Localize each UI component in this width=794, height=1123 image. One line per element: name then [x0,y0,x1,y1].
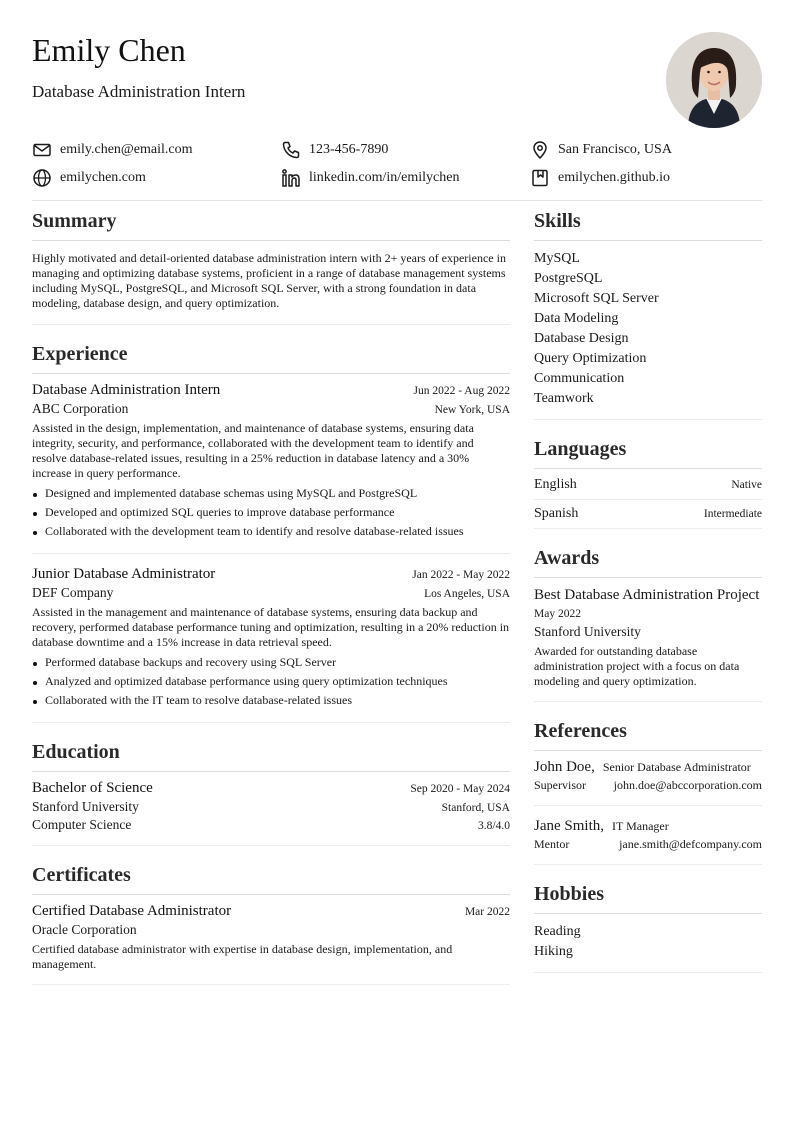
contact-location-text: San Francisco, USA [558,142,672,157]
profile-photo [666,32,762,128]
contact-phone[interactable] [281,140,530,160]
experience-bullets [32,653,510,710]
resume-header [32,32,762,132]
header-divider [32,200,762,201]
skills-section [534,208,762,420]
experience-item [32,382,510,554]
section-title: Languages [534,436,762,469]
side-column [534,208,762,973]
education-degree: Bachelor of Science [32,780,153,796]
mail-icon [32,140,52,160]
experience-role: Junior Database Administrator [32,566,216,582]
main-column [32,208,510,985]
languages-section [534,436,762,529]
language-level: Native [731,479,762,491]
summary-text: Highly motivated and detail-oriented database administration intern with 2+ years of experience in managing and optimizing database systems, proficient in a range of database management systems including MySQL, PostgreSQL, and Microsoft SQL Server, with a strong foundation in data modeling, database design, and query optimization. [32,251,506,310]
skill-item: Microsoft SQL Server [534,291,659,306]
contact-website-text: emilychen.com [60,170,146,185]
certificates-section [32,862,510,985]
skill-item: Teamwork [534,391,594,406]
bullet-item: Collaborated with the development team to identify and resolve database-related issues [32,522,510,541]
contact-email-text: emily.chen@email.com [60,142,193,157]
reference-name: John Doe, [534,759,595,775]
bullet-item: Collaborated with the IT team to resolve database-related issues [32,691,510,710]
award-description: Awarded for outstanding database administration project with a focus on data modeling and query optimization. [534,644,740,688]
award-organization: Stanford University [534,624,641,639]
contact-linkedin-text: linkedin.com/in/emilychen [309,170,460,185]
section-title: Skills [534,208,762,241]
section-title: Summary [32,208,510,241]
summary-section [32,208,510,325]
experience-bullets [32,484,510,541]
skill-item: Communication [534,371,625,386]
phone-icon [281,140,301,160]
experience-dates: Jun 2022 - Aug 2022 [413,385,510,397]
section-title: References [534,718,762,751]
certificate-date: Mar 2022 [464,906,510,918]
contact-phone-text: 123-456-7890 [309,142,389,157]
contact-location [530,140,672,160]
experience-role: Database Administration Intern [32,382,221,398]
bullet-item: Performed database backups and recovery using SQL Server [32,653,510,672]
contact-linkedin[interactable] [281,168,530,188]
references-section [534,718,762,865]
linkedin-icon [281,168,301,188]
experience-company: DEF Company [32,585,114,600]
reference-item [534,759,762,806]
education-field: Computer Science [32,817,132,832]
job-title: Database Administration Intern [32,82,246,101]
globe-icon [32,168,52,188]
skill-item: PostgreSQL [534,271,603,286]
skill-item: MySQL [534,251,580,266]
section-title: Certificates [32,862,510,895]
education-section [32,739,510,846]
contact-github[interactable] [530,168,670,188]
experience-location: Los Angeles, USA [424,588,510,600]
bullet-item: Analyzed and optimized database performance using query optimization techniques [32,672,510,691]
reference-position: Senior Database Administrator [602,760,751,774]
location-pin-icon [530,140,550,160]
experience-company: ABC Corporation [32,401,129,416]
experience-dates: Jan 2022 - May 2022 [412,569,510,581]
language-row [534,499,762,528]
bookmark-icon [530,168,550,188]
award-date: May 2022 [534,608,581,620]
language-name: Spanish [534,506,579,521]
section-title: Hobbies [534,881,762,914]
awards-section [534,545,762,702]
experience-section [32,341,510,723]
section-title: Education [32,739,510,772]
language-name: English [534,477,577,492]
certificate-issuer: Oracle Corporation [32,922,137,937]
experience-item [32,554,510,723]
section-title: Experience [32,341,510,374]
contact-website[interactable] [32,168,281,188]
reference-relation: Supervisor [534,778,586,792]
skill-item: Database Design [534,331,629,346]
section-title: Awards [534,545,762,578]
contact-github-text: emilychen.github.io [558,170,670,185]
education-gpa: 3.8/4.0 [478,820,510,832]
bullet-item: Developed and optimized SQL queries to improve database performance [32,503,510,522]
reference-position: IT Manager [612,819,669,833]
reference-email[interactable]: jane.smith@defcompany.com [619,837,762,851]
education-location: Stanford, USA [441,802,510,814]
reference-email[interactable]: john.doe@abccorporation.com [613,778,762,792]
skill-item: Data Modeling [534,311,619,326]
experience-location: New York, USA [434,404,510,416]
education-dates: Sep 2020 - May 2024 [410,783,510,795]
contact-email[interactable] [32,140,281,160]
experience-description: Assisted in the design, implementation, and maintenance of database systems, ensuring data integrity, security, and performance, collaborated with the development team to identify and resolve database-related issues, resulting in a 25% reduction in database latency and a 30% increase in query performance. [32,421,474,480]
profile-photo-illustration [666,32,762,128]
skill-item: Query Optimization [534,351,647,366]
bullet-item: Designed and implemented database schemas using MySQL and PostgreSQL [32,484,510,503]
hobby-item: Hiking [534,944,573,959]
reference-item [534,806,762,865]
contact-row [32,136,762,164]
language-level: Intermediate [703,508,762,520]
education-school: Stanford University [32,799,139,814]
award-name: Best Database Administration Project [534,587,760,603]
candidate-name: Emily Chen [32,32,186,68]
hobby-item: Reading [534,924,581,939]
contact-row [32,164,762,192]
reference-name: Jane Smith, [534,818,604,834]
hobbies-section [534,881,762,973]
certificate-name: Certified Database Administrator [32,903,232,919]
contact-info [32,136,762,192]
experience-description: Assisted in the management and maintenance of database systems, ensuring data backup and recovery, performed database performance tuning and optimization, resulting in a 20% reduction in database downtime and a 15% increase in data retrieval speed. [32,605,510,649]
language-row [534,471,762,499]
certificate-description: Certified database administrator with expertise in database design, implementation, and management. [32,942,453,971]
reference-relation: Mentor [534,837,570,851]
